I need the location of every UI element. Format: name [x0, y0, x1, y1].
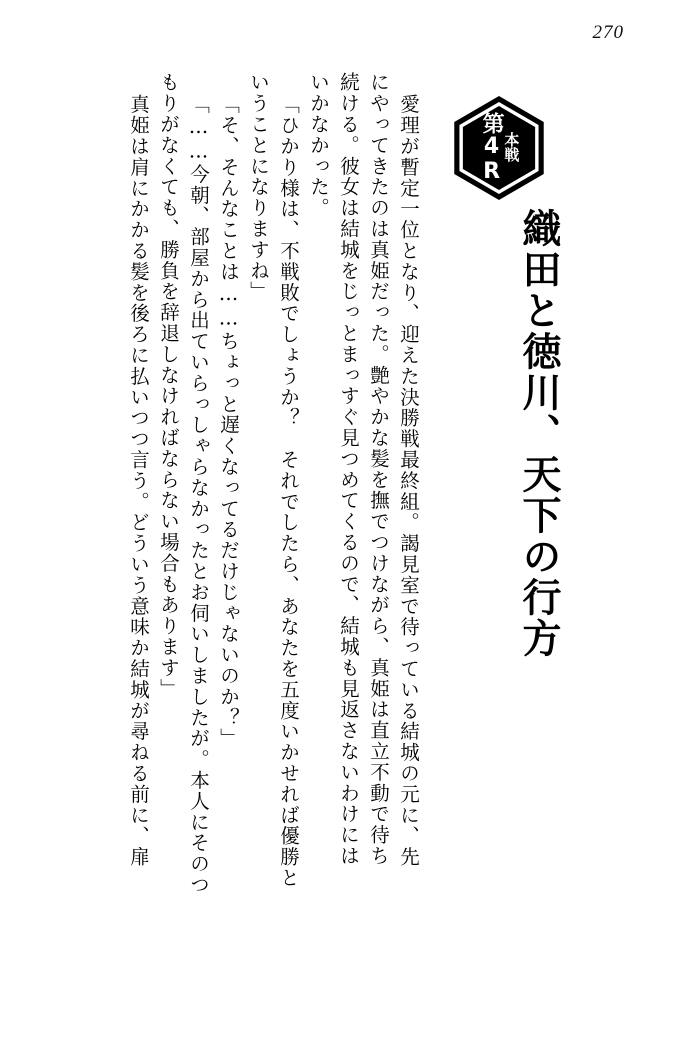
text-line: いかなかった。 — [307, 72, 330, 219]
text-line: 愛理が暫定一位となり、迎えた決勝戦最終組。謁見室で待っている結城の元に、先 — [397, 94, 420, 868]
text-line: もりがなくても、勝負を辞退しなければならない場合もあります」 — [157, 72, 180, 699]
text-line: にやってきたのは真姫だった。艶やかな髪を撫でつけながら、真姫は直立不動で待ち — [367, 72, 390, 867]
text-line: 真姫は肩にかかる髪を後ろに払いつつ言う。どういう意味か結城が尋ねる前に、扉 — [127, 94, 150, 868]
chapter-badge — [447, 96, 551, 200]
body-text — [40, 72, 418, 1006]
text-line: 「……今朝、部屋から出ていらっしゃらなかったとお伺いしましたが。本人にそのつ — [187, 94, 210, 896]
chapter-badge-text — [447, 96, 551, 200]
page-number: 270 — [592, 22, 624, 43]
chapter-badge-big-label: 第4R — [479, 112, 505, 184]
chapter-heading — [434, 96, 564, 659]
text-line: 「そ、そんなことは……ちょっと遅くなってるだけじゃないのか？」 — [217, 94, 240, 749]
chapter-title: 織田と徳川、天下の行方 — [516, 208, 561, 659]
chapter-badge-small-label: 本戦 — [502, 132, 521, 162]
text-line: 続ける。彼女は結城をじっとまっすぐ見つめてくるので、結城も見返さないわけには — [337, 72, 360, 867]
text-line: いうことになりますね」 — [247, 72, 270, 302]
text-line: 「ひかり様は、不戦敗でしょうか？ それでしたら、あなたを五度いかせれば優勝と — [277, 94, 300, 889]
